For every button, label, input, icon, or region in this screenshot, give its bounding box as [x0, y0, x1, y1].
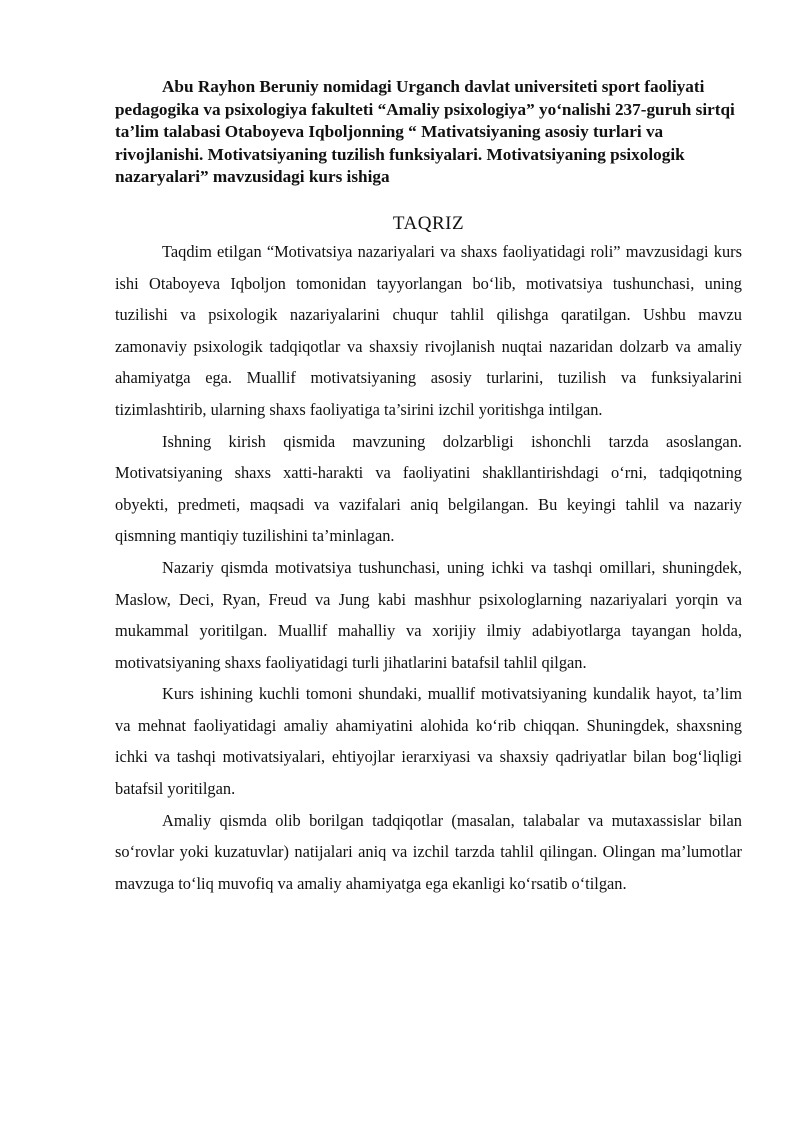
document-body	[115, 236, 742, 899]
paragraph-2: Ishning kirish qismida mavzuning dolzarbligi ishonchli tarzda asoslangan. Motivatsiyaning shaxs xatti-harakti va faoliyatini shakllantirishdagi o‘rni, tadqiqotning obyekti, predmeti, maqsadi va vazifalari aniq belgilangan. Bu keyingi tahlil va nazariy qismning mantiqiy tuzilishini ta’minlagan.	[115, 431, 742, 546]
paragraph-4: Kurs ishining kuchli tomoni shundaki, muallif motivatsiyaning kundalik hayot, ta’lim va mehnat faoliyatidagi amaliy ahamiyatini alohida ko‘rib chiqqan. Shuningdek, shaxsning ichki va tashqi motivatsiyalari, ehtiyojlar ierarxiyasi va shaxsiy qadriyatlar bilan bog‘liqligi batafsil yoritilgan.	[115, 684, 742, 799]
document-heading: Abu Rayhon Beruniy nomidagi Urganch davlat universiteti sport faoliyati pedagogika va psixologiya fakulteti “Amaliy psixologiya” yo‘nalishi 237-guruh sirtqi ta’lim talabasi Otaboyeva Iqboljonning “ Mativatsiyaning asosiy turlari va rivojlanishi. Motivatsiyaning tuzilish funksiyalari. Motivatsiyaning psixologik nazaryalari” mavzusidagi kurs ishiga	[115, 77, 735, 187]
document-title: TAQRIZ	[392, 212, 465, 234]
document-page	[115, 76, 742, 899]
paragraph-3: Nazariy qismda motivatsiya tushunchasi, uning ichki va tashqi omillari, shuningdek, Maslow, Deci, Ryan, Freud va Jung kabi mashhur psixologlarning nazariyalari yorqin va mukammal yoritilgan. Muallif mahalliy va xorijiy ilmiy adabiyotlarga tayangan holda, motivatsiyaning shaxs faoliyatidagi turli jihatlarini batafsil tahlil qilgan.	[115, 557, 742, 672]
paragraph-5: Amaliy qismda olib borilgan tadqiqotlar (masalan, talabalar va mutaxassislar bilan so‘rovlar yoki kuzatuvlar) natijalari aniq va izchil tarzda tahlil qilingan. Olingan ma’lumotlar mavzuga to‘liq muvofiq va amaliy ahamiyatga ega ekanligi ko‘rsatib o‘tilgan.	[115, 810, 742, 893]
paragraph-1: Taqdim etilgan “Motivatsiya nazariyalari va shaxs faoliyatidagi roli” mavzusidagi kurs ishi Otaboyeva Iqboljon tomonidan tayyorlangan bo‘lib, motivatsiya tushunchasi, uning tuzilishi va psixologik nazariyalarini chuqur tahlil qilishga qaratilgan. Ushbu mavzu zamonaviy psixologik tadqiqotlar va shaxsiy rivojlanish nuqtai nazaridan dolzarb va amaliy ahamiyatga ega. Muallif motivatsiyaning asosiy turlarini, tuzilish va funksiyalarini tizimlashtirib, ularning shaxs faoliyatiga ta’sirini izchil yoritishga intilgan.	[115, 241, 742, 419]
